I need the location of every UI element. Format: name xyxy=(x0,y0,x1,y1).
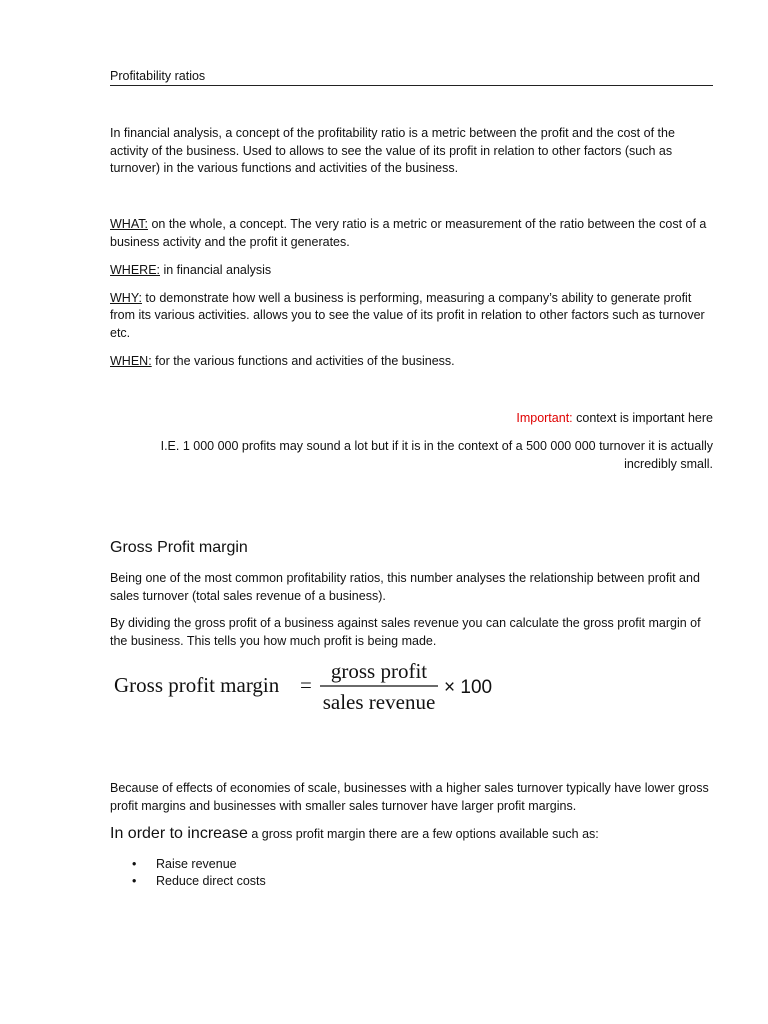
intro-text: In financial analysis, a concept of the profitability ratio is a metric between the profit and the cost of the activity of the business. Used to allows to see the value of its profit in relation to other factors (such as turnover) in the various functions and activities of the business. xyxy=(110,126,675,175)
why-text: to demonstrate how well a business is performing, measuring a company’s ability to generate profit from its various activities. allows you to see the value of its profit in relation to other factors such as turnover etc. xyxy=(110,290,705,340)
list-item-text: Raise revenue xyxy=(156,857,237,871)
header-title: Profitability ratios xyxy=(110,69,206,83)
what-item xyxy=(110,216,713,251)
gpm-paragraph-2-text: By dividing the gross profit of a business against sales revenue you can calculate the gross profit margin of the business. This tells you how much profit is being made. xyxy=(110,616,701,648)
what-text: on the whole, a concept. The very ratio is a metric or measurement of the ratio between the cost of a business activity and the profit it generates. xyxy=(110,217,707,249)
gpm-paragraph-2 xyxy=(110,615,713,650)
formula-multiplier: × 100 xyxy=(444,677,493,698)
formula-lhs: Gross profit margin xyxy=(114,673,280,697)
list-item xyxy=(110,856,266,873)
options-list xyxy=(110,856,266,890)
increase-rest: a gross profit margin there are a few options available such as: xyxy=(247,827,599,841)
where-item xyxy=(110,262,713,280)
where-term: WHERE: xyxy=(110,262,160,277)
bullet-icon: • xyxy=(132,857,137,871)
definition-list xyxy=(110,216,713,381)
why-item xyxy=(110,290,713,343)
what-term: WHAT: xyxy=(110,217,148,231)
gpm-paragraph-1 xyxy=(110,570,713,605)
formula-numerator: gross profit xyxy=(330,659,428,683)
important-note xyxy=(110,410,713,428)
gross-profit-margin-formula xyxy=(110,656,530,716)
gross-profit-heading: Gross Profit margin xyxy=(110,539,248,556)
example-text: I.E. 1 000 000 profits may sound a lot but if it is in the context of a 500 000 000 turnover it is actually incredibly small. xyxy=(160,439,713,471)
when-text: for the various functions and activities of the business. xyxy=(151,353,455,368)
important-text: context is important here xyxy=(572,411,713,425)
important-label: Important: xyxy=(516,411,573,425)
why-term: WHY: xyxy=(110,290,142,305)
gpm-paragraph-1-text: Being one of the most common profitability ratios, this number analyses the relationship between profit and sales turnover (total sales revenue of a business). xyxy=(110,571,700,603)
example-note xyxy=(110,438,713,473)
page-header xyxy=(110,69,713,86)
when-term: WHEN: xyxy=(110,353,152,368)
economies-paragraph xyxy=(110,780,713,815)
increase-lead: In order to increase xyxy=(110,825,248,842)
list-item xyxy=(110,873,266,890)
economies-text: Because of effects of economies of scale, businesses with a higher sales turnover typically have lower gross profit margins and businesses with smaller sales turnover have larger profit margins. xyxy=(110,781,709,813)
list-item-text: Reduce direct costs xyxy=(156,874,266,888)
bullet-icon: • xyxy=(132,874,137,888)
increase-sentence xyxy=(110,825,599,843)
intro-paragraph xyxy=(110,125,713,178)
when-item xyxy=(110,353,713,371)
formula-denominator: sales revenue xyxy=(322,690,436,714)
where-text: in financial analysis xyxy=(160,262,272,277)
formula-equals: = xyxy=(300,673,312,697)
